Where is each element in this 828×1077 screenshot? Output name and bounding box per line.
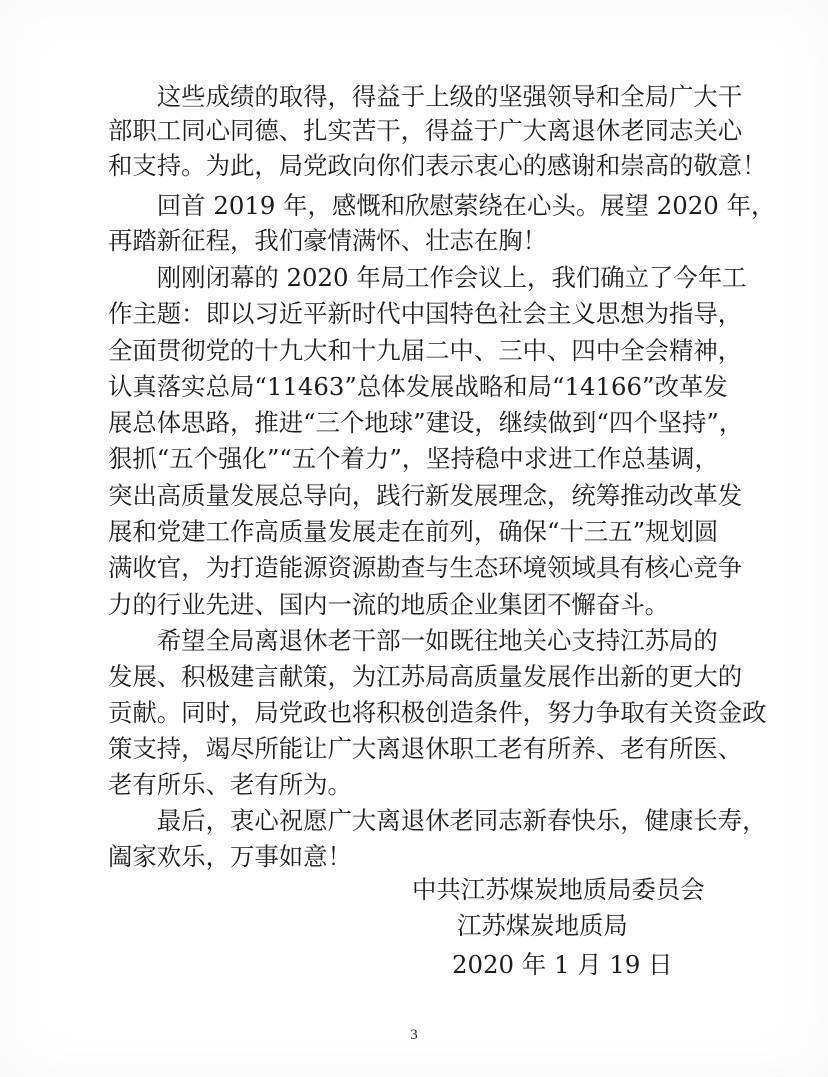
body-line-14: 满收官，为打造能源资源勘查与生态环境领域具有核心竞争: [108, 553, 743, 582]
body-line-19: 策支持，竭尽所能让广大离退休职工老有所养、老有所医、: [108, 734, 743, 763]
page-number: 3: [410, 1027, 418, 1043]
body-line-4: 回首 2019 年，感慨和欣慰萦绕在心头。展望 2020 年，: [108, 191, 776, 220]
body-line-7: 作主题：即以习近平新时代中国特色社会主义思想为指导，: [108, 299, 743, 328]
body-line-1: 这些成绩的取得，得益于上级的坚强领导和全局广大干: [108, 82, 743, 111]
body-line-2: 部职工同心同德、扎实苦干，得益于广大离退休老同志关心: [108, 116, 743, 145]
body-line-5: 再踏新征程，我们豪情满怀、壮志在胸！: [108, 226, 548, 255]
body-line-16: 希望全局离退休老干部一如既往地关心支持江苏局的: [108, 626, 718, 655]
body-line-15: 力的行业先进、国内一流的地质企业集团不懈奋斗。: [108, 590, 669, 619]
body-line-21: 最后，衷心祝愿广大离退休老同志新春快乐，健康长寿，: [108, 806, 767, 835]
body-line-18: 贡献。同时，局党政也将积极创造条件，努力争取有关资金政: [108, 698, 767, 727]
body-line-22: 阖家欢乐，万事如意！: [108, 842, 352, 871]
signature-date: 2020 年 1 月 19 日: [452, 950, 673, 979]
body-line-9: 认真落实总局“11463”总体发展战略和局“14166”改革发: [108, 372, 728, 401]
body-line-17: 发展、积极建言献策，为江苏局高质量发展作出新的更大的: [108, 662, 743, 691]
body-line-13: 展和党建工作高质量发展走在前列，确保“十三五”规划圆: [108, 517, 719, 546]
signature-committee: 中共江苏煤炭地质局委员会: [412, 875, 705, 904]
body-line-6: 刚刚闭幕的 2020 年局工作会议上，我们确立了今年工: [108, 263, 747, 292]
body-line-3: 和支持。为此，局党政向你们表示衷心的感谢和崇高的敬意！: [108, 151, 767, 180]
body-line-12: 突出高质量发展总导向，践行新发展理念，统筹推动改革发: [108, 481, 743, 510]
body-line-11: 狠抓“五个强化”“五个着力”，坚持稳中求进工作总基调，: [108, 444, 719, 473]
body-line-10: 展总体思路，推进“三个地球”建设，继续做到“四个坚持”，: [108, 408, 744, 437]
body-line-20: 老有所乐、老有所为。: [108, 770, 352, 799]
signature-bureau: 江苏煤炭地质局: [457, 911, 628, 940]
body-line-8: 全面贯彻党的十九大和十九届二中、三中、四中全会精神，: [108, 336, 743, 365]
